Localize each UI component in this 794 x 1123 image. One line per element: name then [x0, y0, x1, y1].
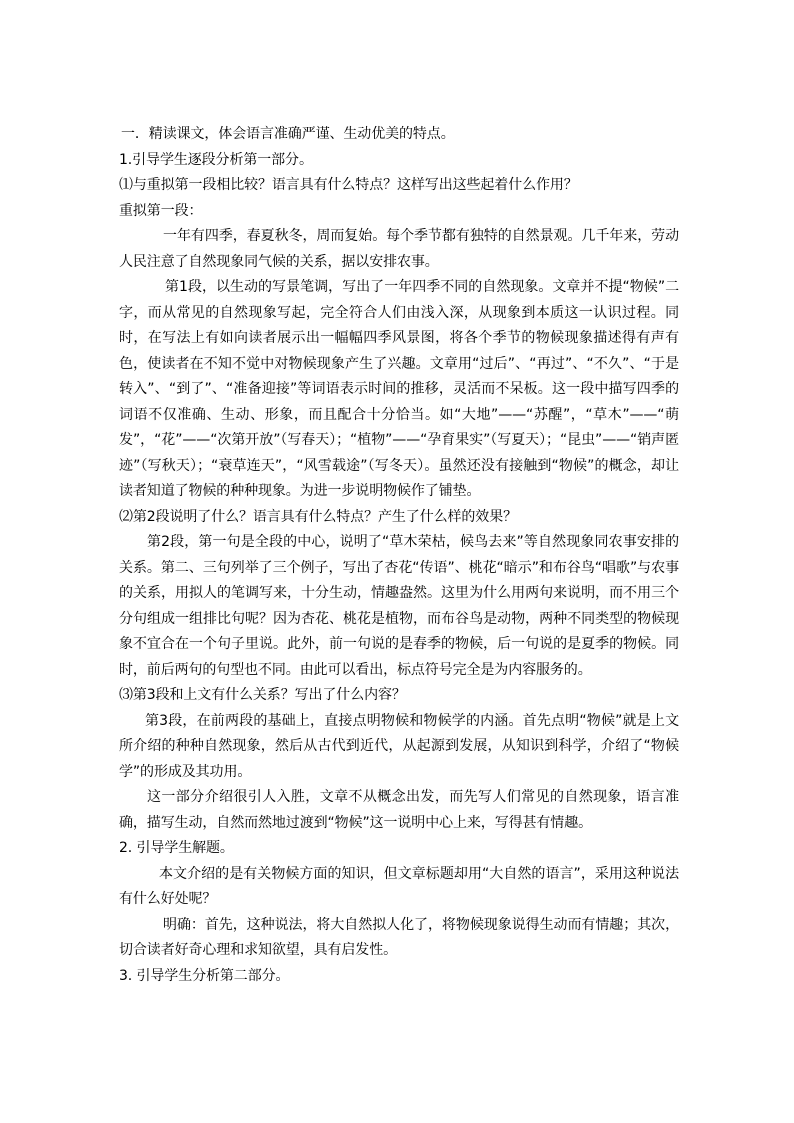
- title-question: 本文介绍的是有关物候方面的知识，但文章标题却用“大自然的语言”，采用这种说法有什么好处呢？: [119, 865, 679, 907]
- paragraph-2-analysis: 第2段，第一句是全段的中心，说明了“草木荣枯，候鸟去来”等自然现象同农事安排的关系。第二、三句列举了三个例子，写出了杏花“传语”、桃花“暗示”和布谷鸟“唱歌”与农事的关系，用拟人的笔调写来，十分生动，情趣盎然。这里为什么用两句来说明，而不用三个分句组成一组排比句呢？因为杏花、桃花是植物，而布谷鸟是动物，两种不同类型的物候现象不宜合在一个句子里说。此外，前一句说的是春季的物候，后一句说的是夏季的物候。同时，前后两句的句型也不同。由此可以看出，标点符号完全是为内容服务的。: [119, 534, 679, 678]
- question-2: ⑵第2段说明了什么？语言具有什么特点？产生了什么样的效果？: [119, 508, 518, 525]
- question-1: ⑴与重拟第一段相比较？语言具有什么特点？这样写出这些起着什么作用？: [119, 177, 578, 193]
- document-body: [119, 122, 679, 989]
- part-1-summary: 这一部分介绍很引人入胜，文章不从概念出发，而先写人们常见的自然现象，语言准确，描写生动，自然而然地过渡到“物候”这一说明中心上来，写得甚有情趣。: [119, 789, 679, 831]
- section-heading: 一．精读课文，体会语言准确严谨、生动优美的特点。: [121, 126, 455, 142]
- paragraph-1-analysis: 第1段，以生动的写景笔调，写出了一年四季不同的自然现象。文章并不提“物候”二字，而从常见的自然现象写起，完全符合人们由浅入深，从现象到本质这一认识过程。同时，在写法上有如向读者展示出一幅幅四季风景图，将各个季节的物候现象描述得有声有色，使读者在不知不觉中对物候现象产生了兴趣。文章用“过后”、“再过”、“不久”、“于是转入”、“到了”、“准备迎接”等词语表示时间的推移，灵活而不呆板。这一段中描写四季的词语不仅准确、生动、形象，而且配合十分恰当。如“大地”——“苏醒”，“草木”——“萌发”，“花”——“次第开放”（写春天）；“植物”——“孕育果实”（写夏天）；“昆虫”——“销声匿迹”（写秋天）；“衰草连天”，“风雪载途”（写冬天）。虽然还没有接触到“物候”的概念，却让读者知道了物候的种种现象。为进一步说明物候作了铺垫。: [119, 279, 679, 499]
- step-2-heading: 2. 引导学生解题。: [119, 840, 234, 856]
- step-1-heading: 1.引导学生逐段分析第一部分。: [119, 151, 313, 168]
- paragraph-3-analysis: 第3段，在前两段的基础上，直接点明物候和物候学的内涵。首先点明“物候”就是上文所介绍的种种自然现象，然后从古代到近代，从起源到发展，从知识到科学，介绍了“物候学”的形成及其功用。: [119, 712, 679, 780]
- rewrite-label: 重拟第一段：: [119, 202, 203, 219]
- title-answer: 明确：首先，这种说法，将大自然拟人化了，将物候现象说得生动而有情趣；其次，切合读者好奇心理和求知欲望，具有启发性。: [119, 916, 679, 958]
- step-3-heading: 3. 引导学生分析第二部分。: [119, 967, 290, 984]
- rewrite-paragraph: 一年有四季，春夏秋冬，周而复始。每个季节都有独特的自然景观。几千年来，劳动人民注意了自然现象同气候的关系，据以安排农事。: [119, 228, 679, 270]
- question-3: ⑶第3段和上文有什么关系？写出了什么内容？: [119, 687, 406, 703]
